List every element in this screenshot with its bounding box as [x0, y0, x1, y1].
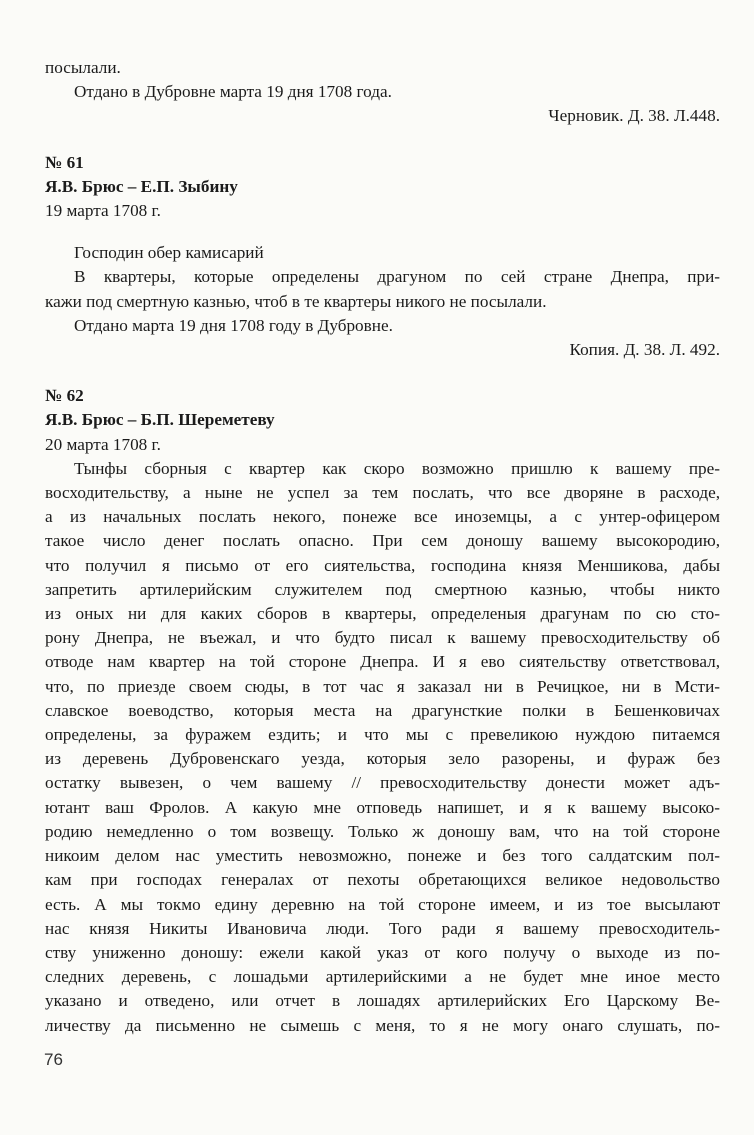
- body-line: определены, за фуражем ездить; и что мы с превеликою нуждою питаемся: [45, 725, 720, 745]
- body-line: из деревень Дубровенскаго уезда, которыя зело разорены, и фураж без: [45, 749, 720, 769]
- body-line: кажи под смертную казнью, чтоб в те квартеры никого не посылали.: [45, 291, 547, 311]
- body-line: есть. А мы токмо едину деревню на той стороне имеем, и из тое высылают: [45, 894, 720, 914]
- body-line: восходительству, а ныне не успел за тем послать, что все дворяне в расходе,: [45, 483, 720, 503]
- body-line: что получил я письмо от его сиятельства, господина князя Меншикова, дабы: [45, 555, 720, 575]
- body-line: указано и отведено, или отчет в лошадях артилерийских Его Царскому Ве-: [45, 991, 720, 1011]
- body-line: отводе нам квартер на той стороне Днепра. И я ево сиятельству ответствовал,: [45, 652, 720, 672]
- body-line: нас князя Никиты Ивановича люди. Того ради я вашему превосходитель-: [45, 918, 720, 938]
- document-title: Я.В. Брюс – Б.П. Шереметеву: [45, 410, 275, 430]
- body-line: рону Днепра, не въежал, и что будто писал к вашему превосходительству об: [45, 628, 720, 648]
- body-line: кам при господах генералах от пехоты обретающихся великое недовольство: [45, 870, 720, 890]
- document-title: Я.В. Брюс – Е.П. Зыбину: [45, 176, 238, 196]
- body-line: что, по приезде своем сюды, в тот час я заказал ни в Речицкое, ни в Мсти-: [45, 676, 720, 696]
- body-line: ству униженно доношу: ежели какой указ от кого получу о выходе из по-: [45, 942, 720, 962]
- body-line: остатку вывезен, о чем вашему // превосходительству донести может адъ-: [45, 773, 720, 793]
- document-date: 20 марта 1708 г.: [45, 434, 161, 454]
- body-line: родию немедленно о том возвещу. Только ж доношу вам, что на той стороне: [45, 821, 720, 841]
- source-note: Черновик. Д. 38. Л.448.: [548, 106, 720, 126]
- salutation: Господин обер камисарий: [74, 243, 264, 263]
- body-line: славское воеводство, которыя места на драгунсткие полки в Бешенковичах: [45, 700, 720, 720]
- dated-line: Отдано в Дубровне марта 19 дня 1708 года.: [74, 82, 392, 102]
- continuation-line: посылали.: [45, 58, 121, 77]
- source-note: Копия. Д. 38. Л. 492.: [569, 340, 720, 360]
- body-line: из оных ни для каких сборов в квартеры, определеныя драгунам по сю сто-: [45, 604, 720, 624]
- dated-line: Отдано марта 19 дня 1708 году в Дубровне.: [74, 315, 393, 335]
- body-line: Тынфы сборныя с квартер как скоро возможно пришлю к вашему пре-: [74, 458, 720, 478]
- document-number: № 62: [45, 386, 84, 406]
- body-line: личеству да письменно не сымешь с меня, то я не могу онаго слушать, по-: [45, 1015, 720, 1035]
- page-text: [45, 56, 720, 1038]
- page-number: 76: [44, 1050, 63, 1069]
- document-number: № 61: [45, 152, 84, 172]
- body-line: никоим делом нас уместить невозможно, понеже и без того салдатским пол-: [45, 846, 720, 866]
- document-date: 19 марта 1708 г.: [45, 201, 161, 221]
- body-line: такое число денег послать опасно. При сем доношу вашему высокородию,: [45, 531, 720, 551]
- body-line: ютант ваш Фролов. А какую мне отповедь напишет, и я к вашему высоко-: [45, 797, 720, 817]
- body-line: В квартеры, которые определены драгуном по сей стране Днепра, при-: [74, 267, 720, 287]
- body-line: запретить артилерийским служителем под смертною казнью, чтобы никто: [45, 579, 720, 599]
- body-line: следних деревень, с лошадьми артилерийскими а не будет мне иное место: [45, 967, 720, 987]
- body-line: а из начальных послать некого, понеже все иноземцы, а с унтер-офицером: [45, 507, 720, 527]
